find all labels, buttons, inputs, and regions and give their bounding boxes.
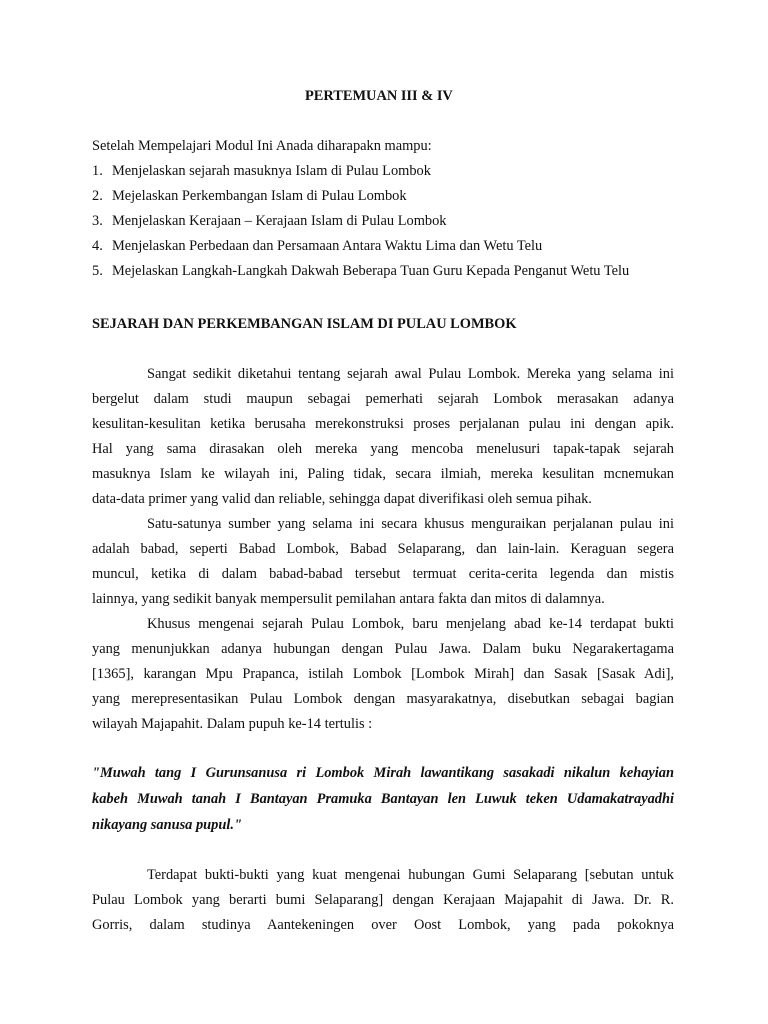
- paragraph-line: masuknya Islam ke wilayah ini, Paling tidak, secara ilmiah, mereka kesulitan mcnemukan: [92, 466, 674, 482]
- paragraph-line: Satu-satunya sumber yang selama ini secara khusus menguraikan perjalanan pulau ini: [147, 516, 674, 532]
- list-item: [92, 259, 629, 284]
- list-number: 3.: [92, 213, 103, 229]
- paragraph-line: yang menunjukkan adanya hubungan dengan Pulau Jawa. Dalam buku Negarakertagama: [92, 641, 674, 657]
- list-item: [92, 159, 431, 184]
- quote-line: kabeh Muwah tanah I Bantayan Pramuka Bantayan len Luwuk teken Udamakatrayadhi: [92, 791, 674, 807]
- paragraph-line: data-data primer yang valid dan reliable, sehingga dapat diverifikasi oleh semua pihak.: [92, 491, 592, 507]
- paragraph-line: Terdapat bukti-bukti yang kuat mengenai hubungan Gumi Selaparang [sebutan untuk: [147, 867, 674, 883]
- paragraph-line: Pulau Lombok yang berarti bumi Selaparang] dengan Kerajaan Majapahit di Jawa. Dr. R.: [92, 892, 674, 908]
- paragraph-line: yang merepresentasikan Pulau Lombok dengan masyarakatnya, disebutkan sebagai bagian: [92, 691, 674, 707]
- paragraph-line: bergelut dalam studi maupun sebagai pemerhati sejarah Lombok merasakan adanya: [92, 391, 674, 407]
- paragraph-line: wilayah Majapahit. Dalam pupuh ke-14 tertulis :: [92, 716, 373, 732]
- paragraph-line: kesulitan-kesulitan ketika berusaha merekonstruksi proses perjalanan pulau ini dengan apik.: [92, 416, 674, 432]
- list-item: [92, 234, 542, 259]
- quote-line: nikayang sanusa pupul.": [92, 817, 242, 833]
- list-item: [92, 209, 446, 234]
- paragraph-line: muncul, ketika di dalam babad-babad tersebut termuat cerita-cerita legenda dan mistis: [92, 566, 674, 582]
- list-number: 2.: [92, 188, 103, 204]
- list-text: Menjelaskan sejarah masuknya Islam di Pulau Lombok: [112, 163, 431, 179]
- paragraph-line: Sangat sedikit diketahui tentang sejarah awal Pulau Lombok. Mereka yang selama ini: [147, 366, 674, 382]
- quote-line: "Muwah tang I Gurunsanusa ri Lombok Mirah lawantikang sasakadi nikalun kehayian: [92, 765, 674, 781]
- list-text: Mejelaskan Perkembangan Islam di Pulau Lombok: [112, 188, 407, 204]
- list-text: Menjelaskan Perbedaan dan Persamaan Antara Waktu Lima dan Wetu Telu: [112, 238, 543, 254]
- paragraph-line: lainnya, yang sedikit banyak mempersulit pemilahan antara fakta dan mitos di dalamnya.: [92, 591, 605, 607]
- list-number: 1.: [92, 163, 103, 179]
- paragraph-line: Khusus mengenai sejarah Pulau Lombok, baru menjelang abad ke-14 terdapat bukti: [147, 616, 674, 632]
- section-heading: SEJARAH DAN PERKEMBANGAN ISLAM DI PULAU LOMBOK: [92, 316, 517, 332]
- list-number: 4.: [92, 238, 103, 254]
- list-text: Menjelaskan Kerajaan – Kerajaan Islam di Pulau Lombok: [112, 213, 447, 229]
- page-title: PERTEMUAN III & IV: [305, 88, 453, 104]
- paragraph-line: Gorris, dalam studinya Aantekeningen over Oost Lombok, yang pada pokoknya: [92, 917, 674, 933]
- paragraph-line: adalah babad, seperti Babad Lombok, Babad Selaparang, dan lain-lain. Keraguan segera: [92, 541, 674, 557]
- paragraph-line: [1365], karangan Mpu Prapanca, istilah Lombok [Lombok Mirah] dan Sasak [Sasak Adi],: [92, 666, 674, 682]
- intro-text: Setelah Mempelajari Modul Ini Anada diharapakn mampu:: [92, 138, 432, 154]
- paragraph-line: Hal yang sama dirasakan oleh mereka yang mencoba menelusuri tapak-tapak sejarah: [92, 441, 674, 457]
- list-text: Mejelaskan Langkah-Langkah Dakwah Beberapa Tuan Guru Kepada Penganut Wetu Telu: [112, 263, 630, 279]
- list-item: [92, 184, 407, 209]
- list-number: 5.: [92, 263, 103, 279]
